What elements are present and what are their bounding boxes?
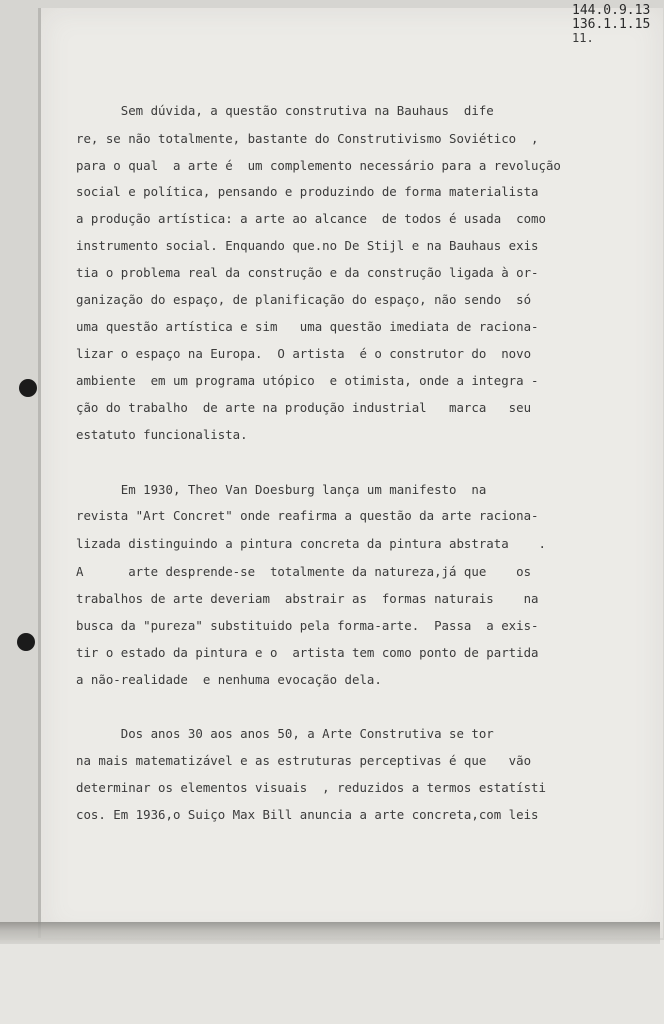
text-line: social e política, pensando e produzindo de forma materialista xyxy=(76,184,539,199)
text-line: determinar os elementos visuais , reduzidos a termos estatísti xyxy=(76,780,546,795)
paper-sheet xyxy=(38,8,663,938)
text-line: ganização do espaço, de planificação do espaço, não sendo só xyxy=(76,292,532,307)
text-line: para o qual a arte é um complemento necessário para a revolução xyxy=(76,158,561,173)
text-line: Em 1930, Theo Van Doesburg lança um manifesto na xyxy=(76,482,487,497)
text-line: tia o problema real da construção e da construção ligada à or- xyxy=(76,265,539,280)
text-line: uma questão artística e sim uma questão imediata de raciona- xyxy=(76,319,539,334)
text-line: trabalhos de arte deveriam abstrair as formas naturais na xyxy=(76,591,539,606)
text-line: lizada distinguindo a pintura concreta da pintura abstrata . xyxy=(76,536,546,551)
text-line: na mais matematizável e as estruturas perceptivas é que vão xyxy=(76,753,532,768)
text-line: ambiente em um programa utópico e otimista, onde a integra - xyxy=(76,373,539,388)
text-line: Dos anos 30 aos anos 50, a Arte Construtiva se tor xyxy=(76,726,494,741)
text-line: lizar o espaço na Europa. O artista é o construtor do novo xyxy=(76,346,532,361)
punch-hole xyxy=(19,379,37,397)
underlying-sheet xyxy=(0,940,664,1024)
archive-stamp-line: 144.0.9.13 xyxy=(572,3,651,18)
text-line: tir o estado da pintura e o artista tem como ponto de partida xyxy=(76,645,539,660)
archive-stamp-line: 136.1.1.15 xyxy=(572,17,651,32)
page-number: 11. xyxy=(572,31,594,45)
sheet-bottom-edge xyxy=(0,922,660,944)
text-line: estatuto funcionalista. xyxy=(76,427,248,442)
text-line: ção do trabalho de arte na produção industrial marca seu xyxy=(76,400,532,415)
text-line: re, se não totalmente, bastante do Construtivismo Soviético , xyxy=(76,131,539,146)
text-line: busca da "pureza" substituido pela forma-arte. Passa a exis- xyxy=(76,618,539,633)
text-line: Sem dúvida, a questão construtiva na Bauhaus dife xyxy=(76,103,494,118)
text-line: instrumento social. Enquando que.no De Stijl e na Bauhaus exis xyxy=(76,238,539,253)
punch-hole xyxy=(17,633,35,651)
text-line: a produção artística: a arte ao alcance de todos é usada como xyxy=(76,211,546,226)
text-line: revista "Art Concret" onde reafirma a questão da arte raciona- xyxy=(76,508,539,523)
archive-stamp xyxy=(572,4,650,32)
text-line: a não-realidade e nenhuma evocação dela. xyxy=(76,672,382,687)
text-line: A arte desprende-se totalmente da natureza,já que os xyxy=(76,564,532,579)
text-line: cos. Em 1936,o Suiço Max Bill anuncia a arte concreta,com leis xyxy=(76,807,539,822)
